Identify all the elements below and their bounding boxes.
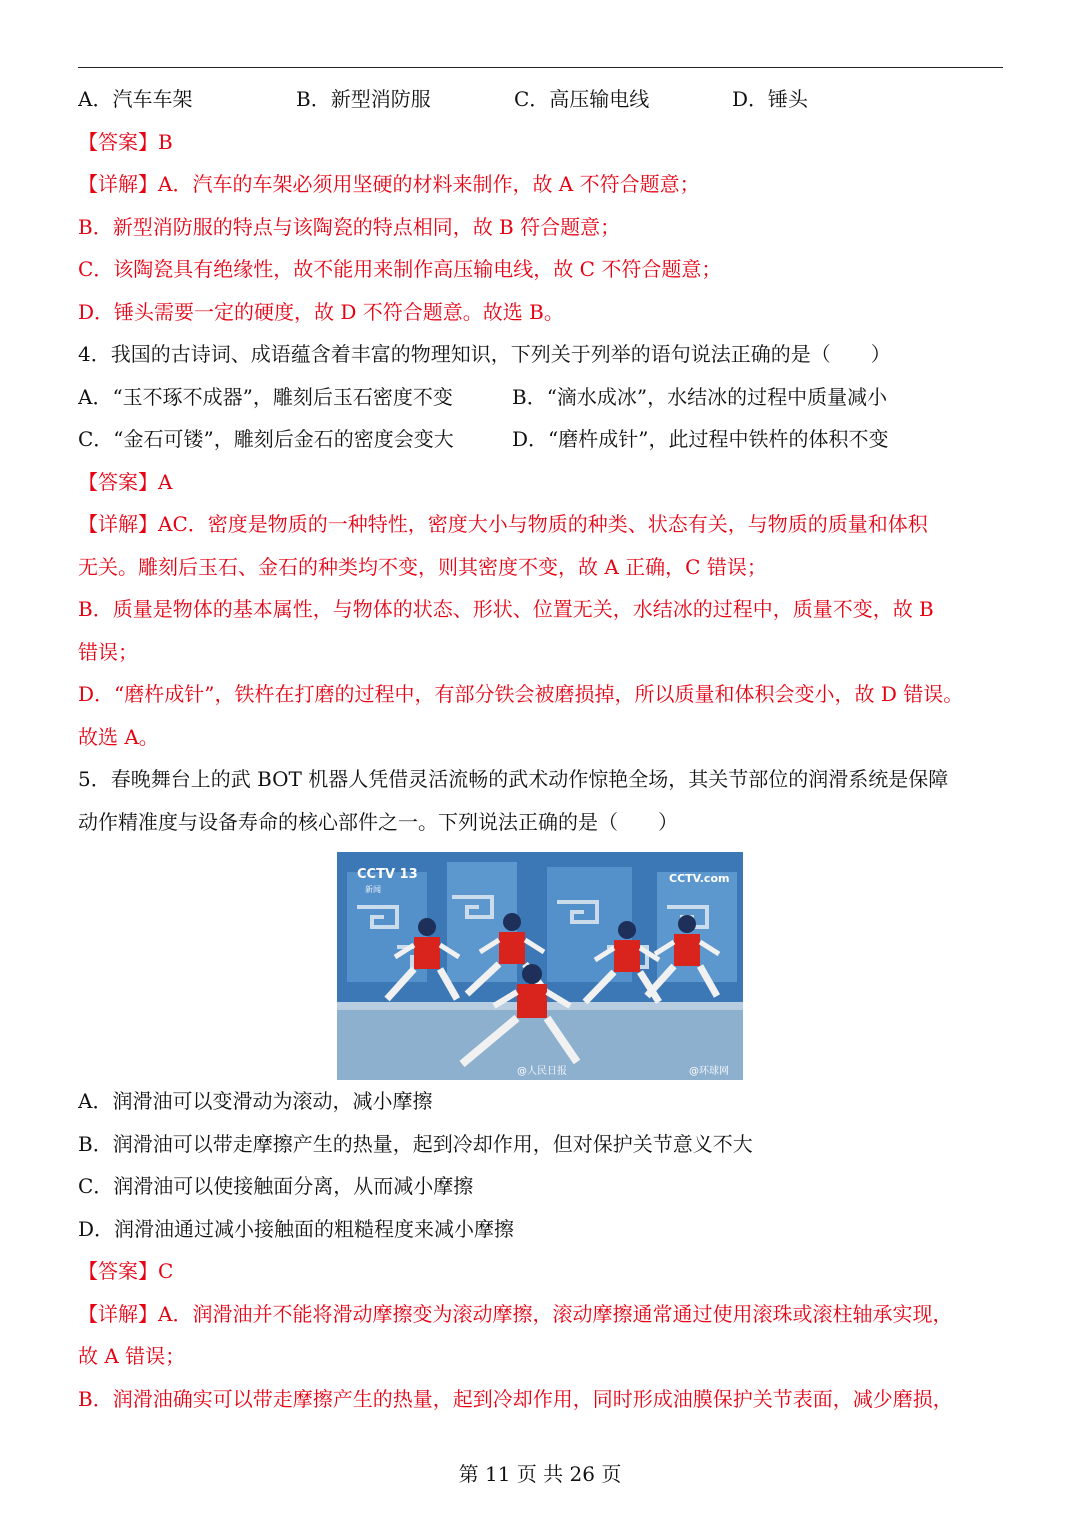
q3-option-b: B．新型消防服 [296,87,431,111]
q4-detail-line: 无关。雕刻后玉石、金石的种类均不变，则其密度不变，故 A 正确，C 错误； [78,554,767,579]
q3-option-c: C．高压输电线 [514,87,650,111]
q5-option-c: C．润滑油可以使接触面分离，从而减小摩擦 [78,1174,474,1198]
q4-detail-line: 【详解】AC．密度是物质的一种特性，密度大小与物质的种类、状态有关，与物质的质量和体积 [78,512,928,536]
q3-option-a: A．汽车车架 [78,87,193,111]
q4-option-c: C．“金石可镂”，雕刻后金石的密度会变大 [78,427,454,451]
q3-options [78,78,1003,121]
q5-detail-line: 【详解】A．润滑油并不能将滑动摩擦变为滚动摩擦，滚动摩擦通常通过使用滚珠或滚柱轴承实现， [78,1301,953,1326]
robot-dance-illustration [337,852,743,1080]
q3-answer: 【答案】B [78,129,173,154]
q5-figure-wrap [78,843,1003,1080]
q4-options-row-2 [78,418,1003,461]
page-content [78,78,1003,1420]
q4-answer: 【答案】A [78,469,173,494]
cctv13-logo-sub: 新闻 [365,885,381,894]
q4-detail-line: 故选 A。 [78,724,159,749]
page-footer: 第 11 页 共 26 页 [458,1462,622,1486]
q3-detail-line: 【详解】A．汽车的车架必须用坚硬的材料来制作，故 A 不符合题意； [78,172,700,196]
cctv13-logo: CCTV 13 [357,867,418,882]
q5-option-d: D．润滑油通过减小接触面的粗糙程度来减小摩擦 [78,1216,515,1241]
q5-detail-line: 故 A 错误； [78,1344,186,1368]
header-rule [78,67,1003,68]
q3-detail-line: C．该陶瓷具有绝缘性，故不能用来制作高压输电线，故 C 不符合题意； [78,257,722,281]
q4-detail-line: D．“磨杵成针”，铁杵在打磨的过程中，有部分铁会被磨损掉，所以质量和体积会变小，故 D 错误。 [78,682,964,706]
q5-answer: 【答案】C [78,1259,174,1283]
cctv-com-logo: CCTV.com [669,872,730,885]
q4-option-a: A．“玉不琢不成器”，雕刻后玉石密度不变 [78,384,453,409]
q4-option-d: D．“磨杵成针”，此过程中铁杵的体积不变 [512,427,889,451]
q4-stem: 4．我国的古诗词、成语蕴含着丰富的物理知识，下列关于列举的语句说法正确的是（ ） [78,342,891,366]
q5-detail-line: B．润滑油确实可以带走摩擦产生的热量，起到冷却作用，同时形成油膜保护关节表面，减少磨损， [78,1386,953,1411]
q4-detail-line: 错误； [78,639,138,664]
q4-detail-line: B．质量是物体的基本属性，与物体的状态、形状、位置无关，水结冰的过程中，质量不变，故 B [78,597,934,621]
robot-dance-photo [337,852,743,1080]
q3-option-d: D．锤头 [732,87,809,111]
q4-options-row-1 [78,376,1003,419]
watermark-huanqiu: @环球网 [689,1066,729,1077]
q5-stem-line: 5．春晚舞台上的武 BOT 机器人凭借灵活流畅的武术动作惊艳全场，其关节部位的润滑系统是保障 [78,767,949,791]
watermark-peoples-daily: @人民日报 [517,1066,567,1077]
q4-option-b: B．“滴水成冰”，水结冰的过程中质量减小 [512,384,888,409]
q5-stem-line: 动作精准度与设备寿命的核心部件之一。下列说法正确的是（ ） [78,809,678,834]
q3-detail-line: D．锤头需要一定的硬度，故 D 不符合题意。故选 B。 [78,299,564,324]
q5-option-b: B．润滑油可以带走摩擦产生的热量，起到冷却作用，但对保护关节意义不大 [78,1131,753,1156]
q3-detail-line: B．新型消防服的特点与该陶瓷的特点相同，故 B 符合题意； [78,214,621,239]
q5-option-a: A．润滑油可以变滑动为滚动，减小摩擦 [78,1089,433,1113]
